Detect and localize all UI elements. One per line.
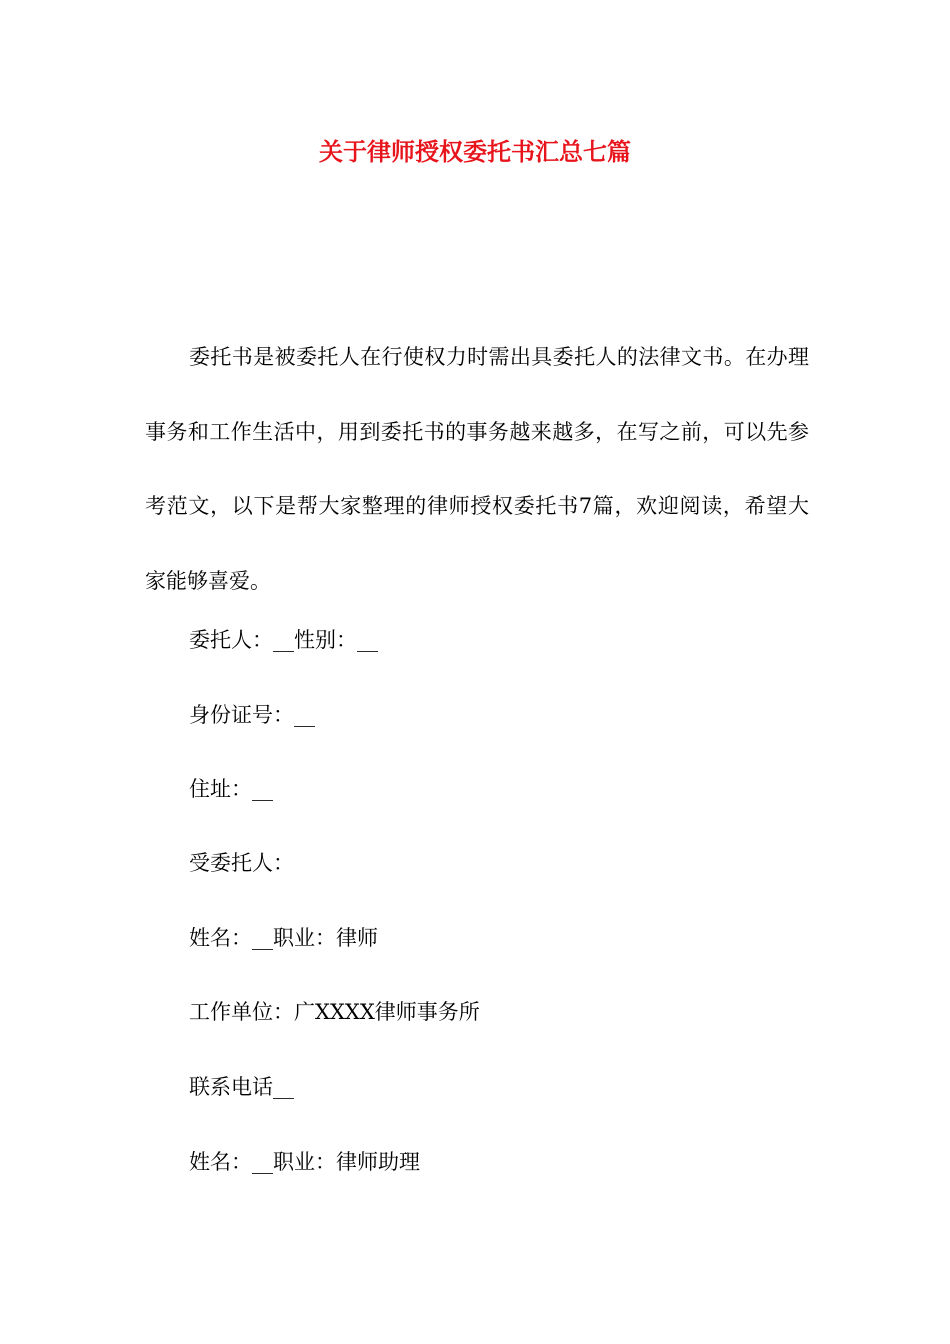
principal-name-gender-line: 委托人：__性别：__ <box>189 628 378 652</box>
phone-line: 联系电话__ <box>189 1075 294 1099</box>
agent-heading-line: 受委托人： <box>189 851 294 875</box>
intro-paragraph: 委托书是被委托人在行使权力时需出具委托人的法律文书。在办理事务和工作生活中，用到委托书的事务越来越多，在写之前，可以先参考范文，以下是帮大家整理的律师授权委托书7篇，欢迎阅读，希望大家能够喜爱。 <box>145 345 809 593</box>
address-line: 住址：__ <box>189 777 273 801</box>
agent-name-occupation-line: 姓名：__职业：律师 <box>189 926 378 950</box>
id-number-line: 身份证号：__ <box>189 703 315 727</box>
employer-line: 工作单位：广XXXX律师事务所 <box>189 1000 480 1024</box>
assistant-name-occupation-line: 姓名：__职业：律师助理 <box>189 1150 420 1174</box>
document-title: 关于律师授权委托书汇总七篇 <box>319 137 631 166</box>
